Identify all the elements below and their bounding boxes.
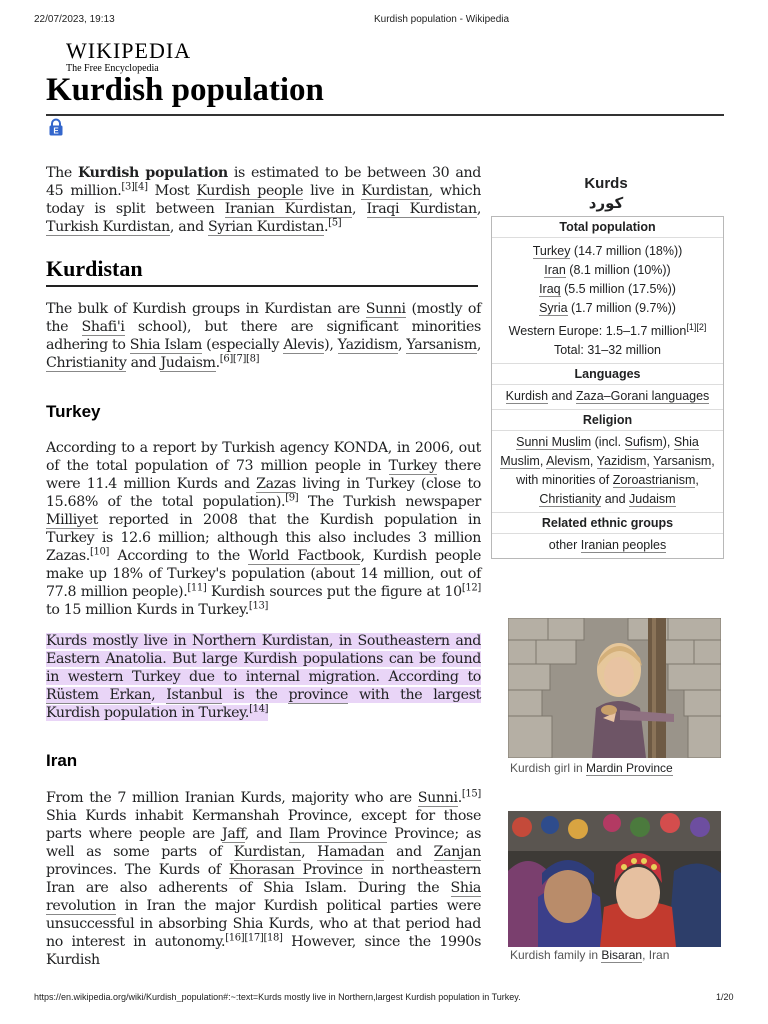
link-world-factbook[interactable]: World Factbook: [248, 548, 361, 564]
link-mardin-province[interactable]: Mardin Province: [586, 761, 673, 775]
intro-paragraph: The Kurdish population is estimated to be between 30 and 45 million.[3][4] Most Kurdish people live in Kurdistan, which today is split between Iranian Kurdistan, Iraqi Kurdistan, Turkish Kurdistan, and Syrian Kurdistan.[5]: [46, 165, 482, 235]
citation[interactable]: [14]: [249, 703, 269, 715]
photo-kurdish-family[interactable]: [508, 811, 721, 947]
link-khorasan-province[interactable]: Khorasan Province: [228, 862, 363, 878]
link-sufism[interactable]: Sufism: [624, 435, 663, 450]
link-shafii[interactable]: Shafi'i: [81, 319, 125, 335]
link-sunni-iran[interactable]: Sunni: [417, 790, 458, 806]
page-title: Kurdish population: [46, 72, 324, 108]
link-kurdistan-province[interactable]: Kurdistan: [233, 844, 302, 860]
turkey-paragraph-1: According to a report by Turkish agency KONDA, in 2006, out of the total population of 73 million people in Turkey there were 11.4 million Kurds and Zazas living in Turkey (close to 15.68% of the total population).[9] The Turkish newspaper Milliyet reported in 2008 that the Kurdish population in Turkey is 12.6 million; although this also includes 3 million Zazas.[10] According to the World Factbook, Kurdish people make up 18% of Turkey's population (about 14 million, out of 77.8 million people).[11] Kurdish sources put the figure at 10[12] to 15 million Kurds in Turkey.[13]: [46, 440, 481, 618]
link-yazidism-ib[interactable]: Yazidism: [596, 454, 647, 469]
link-shia-muslim[interactable]: Shia Muslim: [500, 435, 699, 469]
section-heading-iran: Iran: [46, 751, 78, 770]
link-christianity[interactable]: Christianity: [46, 355, 127, 371]
link-sunni[interactable]: Sunni: [365, 301, 406, 317]
link-province[interactable]: province: [288, 687, 349, 703]
logo-wordmark: WIKIPEDIA: [66, 38, 192, 63]
citation[interactable]: [15]: [461, 788, 481, 800]
link-judaism[interactable]: Judaism: [160, 355, 216, 371]
infobox-religion: Sunni Muslim (incl. Sufism), Shia Muslim, Alevism, Yazidism, Yarsanism, with minorities of Zoroastrianism, Christianity and Judaism: [492, 431, 723, 513]
link-turkey-pop[interactable]: Turkey: [532, 244, 571, 258]
infobox-heading-religion: Religion: [492, 410, 723, 431]
infobox: [491, 216, 724, 559]
citation[interactable]: [5]: [328, 217, 342, 229]
citation[interactable]: [13]: [248, 600, 269, 612]
print-page-title: Kurdish population - Wikipedia: [374, 14, 510, 25]
logo-tagline: The Free Encyclopedia: [66, 63, 159, 74]
infobox-heading-languages: Languages: [492, 364, 723, 385]
link-sunni-muslim[interactable]: Sunni Muslim: [516, 435, 592, 450]
citation[interactable]: [16][17][18]: [225, 932, 283, 944]
svg-text:E: E: [53, 126, 59, 136]
infobox-pop-row: Iraq (5.5 million (17.5%)): [539, 282, 676, 296]
link-alevism[interactable]: Alevism: [546, 454, 590, 469]
link-iranian-kurdistan[interactable]: Iranian Kurdistan: [224, 201, 352, 217]
section-heading-turkey: Turkey: [46, 402, 101, 421]
caption-kurdish-family: Kurdish family in Bisaran, Iran: [510, 948, 670, 962]
link-zanjan[interactable]: Zanjan: [433, 844, 481, 860]
highlighted-text: Kurds mostly live in Northern Kurdistan, in Southeastern and Eastern Anatolia. But large Kurdish populations can be found in western Turkey due to internal migration. According to Rüstem Erkan, Istanbul is the province with the largest Kurdish population in Turkey.[14]: [46, 633, 481, 721]
link-kurdistan[interactable]: Kurdistan: [361, 183, 429, 199]
link-turkey[interactable]: Turkey: [388, 458, 437, 474]
link-syria-pop[interactable]: Syria: [539, 301, 568, 315]
infobox-population: [492, 238, 723, 364]
print-url: https://en.wikipedia.org/wiki/Kurdish_population#:~:text=Kurds mostly live in Northern,largest Kurdish population in Turkey.: [34, 992, 521, 1002]
photo-kurdish-girl[interactable]: [508, 618, 721, 758]
link-zoroastrianism[interactable]: Zoroastrianism: [612, 473, 696, 488]
infobox-heading-population: Total population: [492, 217, 723, 238]
infobox-native-name: کورد: [588, 194, 624, 212]
link-jaff[interactable]: Jaff: [222, 826, 245, 842]
link-hamadan[interactable]: Hamadan: [317, 844, 385, 860]
citation[interactable]: [1][2]: [686, 322, 707, 332]
infobox-pop-row: Turkey (14.7 million (18%)): [532, 244, 683, 258]
link-iran-pop[interactable]: Iran: [544, 263, 566, 277]
link-turkish-kurdistan[interactable]: Turkish Kurdistan: [46, 219, 170, 235]
link-yarsanism-ib[interactable]: Yarsanism: [653, 454, 712, 469]
infobox-heading-ethnic: Related ethnic groups: [492, 513, 723, 534]
link-alevis[interactable]: Alevis: [283, 337, 325, 353]
link-ilam-province[interactable]: Ilam Province: [289, 826, 387, 842]
infobox-total: Total: 31–32 million: [553, 343, 661, 358]
citation[interactable]: [6][7][8]: [219, 353, 260, 365]
title-divider: [46, 114, 724, 116]
link-zazas[interactable]: Zazas: [256, 476, 296, 492]
link-kurdish-people[interactable]: Kurdish people: [196, 183, 304, 199]
link-iraqi-kurdistan[interactable]: Iraqi Kurdistan: [366, 201, 477, 217]
link-shia-islam[interactable]: Shia Islam: [129, 337, 202, 353]
link-syrian-kurdistan[interactable]: Syrian Kurdistan: [208, 219, 324, 235]
citation[interactable]: [11]: [187, 582, 207, 594]
infobox-pop-row: Western Europe: 1.5–1.7 million[1][2]: [508, 322, 707, 339]
link-bisaran[interactable]: Bisaran: [601, 948, 643, 962]
turkey-paragraph-2: [46, 632, 481, 722]
wikipedia-logo[interactable]: [66, 40, 191, 74]
link-zaza-gorani[interactable]: Zaza–Gorani languages: [575, 389, 710, 404]
print-datetime: 22/07/2023, 19:13: [34, 14, 115, 25]
section-divider: [46, 285, 478, 287]
protection-lock-icon[interactable]: [47, 118, 65, 136]
citation[interactable]: [9]: [285, 492, 299, 504]
citation[interactable]: [3][4]: [121, 181, 148, 193]
link-kurdish[interactable]: Kurdish: [505, 389, 549, 404]
link-iraq-pop[interactable]: Iraq: [539, 282, 561, 296]
link-milliyet[interactable]: Milliyet: [46, 512, 98, 528]
section-heading-kurdistan: Kurdistan: [46, 256, 143, 281]
link-judaism-ib[interactable]: Judaism: [629, 492, 676, 507]
iran-paragraph: From the 7 million Iranian Kurds, majority who are Sunni.[15] Shia Kurds inhabit Kermanshah Province, except for those parts where people are Jaff, and Ilam Province Province; as well as some parts of Kurdistan, Hamadan and Zanjan provinces. The Kurds of Khorasan Province in northeastern Iran are also adherents of Shia Islam. During the Shia revolution in Iran the major Kurdish political parties were unsuccessful in absorbing Shia Kurds, who at that period had no interest in autonomy.[16][17][18] However, since the 1990s Kurdish: [46, 788, 482, 968]
citation[interactable]: [12]: [461, 582, 481, 594]
infobox-pop-row: Iran (8.1 million (10%)): [544, 263, 671, 277]
link-christianity-ib[interactable]: Christianity: [539, 492, 602, 507]
kurdish-girl-image: [508, 618, 721, 758]
infobox-ethnic: other Iranian peoples: [548, 538, 667, 553]
infobox-pop-row: Syria (1.7 million (9.7%)): [539, 301, 676, 315]
infobox-title: Kurds: [584, 175, 628, 192]
citation[interactable]: [10]: [89, 546, 110, 558]
link-rustem-erkan[interactable]: Rüstem Erkan: [46, 687, 152, 703]
link-istanbul[interactable]: Istanbul: [166, 687, 223, 703]
kurdish-family-image: [508, 811, 721, 947]
caption-kurdish-girl: Kurdish girl in Mardin Province: [510, 761, 673, 775]
infobox-languages: Kurdish and Zaza–Gorani languages: [492, 385, 723, 410]
link-shia-revolution[interactable]: Shia revolution: [46, 880, 481, 914]
kurdistan-paragraph: The bulk of Kurdish groups in Kurdistan are Sunni (mostly of the Shafi'i school), but there are significant minorities adhering to Shia Islam (especially Alevis), Yazidism, Yarsanism, Christianity and Judaism.[6][7][8]: [46, 301, 482, 371]
link-yarsanism[interactable]: Yarsanism: [406, 337, 477, 353]
link-yazidism[interactable]: Yazidism: [337, 337, 398, 353]
link-iranian-peoples[interactable]: Iranian peoples: [580, 538, 667, 553]
print-page-number: 1/20: [716, 992, 734, 1002]
